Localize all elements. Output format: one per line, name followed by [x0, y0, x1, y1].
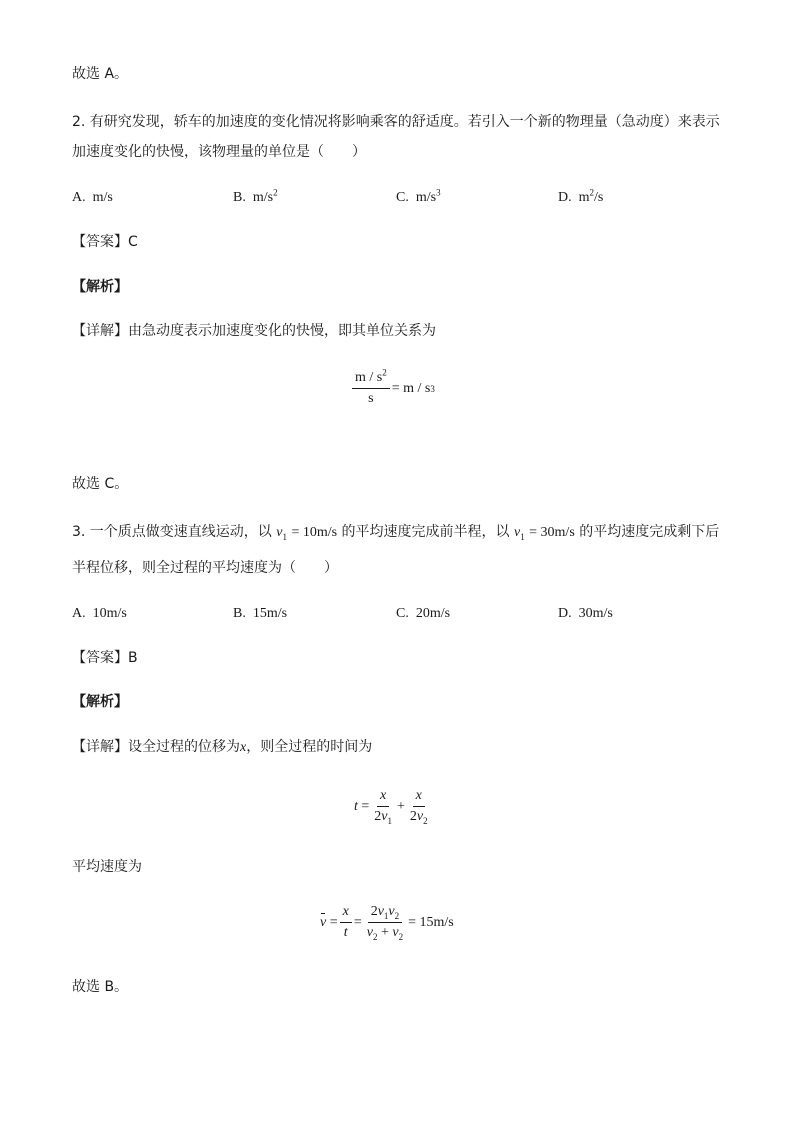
subscript: 2: [372, 931, 378, 942]
detail-text-part: ，则全过程的时间为: [246, 739, 373, 755]
text-line: 故选 A。: [72, 66, 129, 82]
detail-text: [72, 737, 372, 758]
answer-label: 【答案】B: [72, 650, 138, 666]
speed-v1: = 10m/s: [291, 525, 338, 540]
var-v: v: [416, 809, 424, 824]
fraction: [371, 786, 395, 827]
fraction-denominator: [407, 807, 431, 827]
formula-total-time: [354, 786, 433, 827]
option-letter: B.: [233, 606, 246, 621]
var-t: t: [354, 798, 358, 814]
analysis-label: 【解析】: [72, 279, 128, 295]
option-sup: 2: [273, 187, 278, 198]
question-3-line-2: 半程位移，则全过程的平均速度为（ ）: [72, 560, 338, 576]
detail-text-part: 【详解】设全过程的位移为: [72, 739, 240, 755]
option-value: 10m/s: [92, 606, 127, 621]
formula-text: m / s: [355, 370, 383, 385]
option-unit: m/s: [252, 190, 274, 205]
fraction-denominator: s: [368, 391, 374, 406]
coef: 2: [409, 809, 417, 824]
option-letter: C.: [396, 190, 409, 205]
option-sup: 2: [589, 187, 595, 198]
formula-rhs: = m / s: [391, 380, 431, 396]
question-3-line-1: [72, 522, 719, 543]
fraction: [364, 902, 406, 943]
option-d[interactable]: [558, 604, 613, 624]
var-v: v: [377, 904, 384, 919]
option-value: 15m/s: [252, 606, 288, 621]
equals-sign: =: [361, 798, 370, 814]
option-a[interactable]: [72, 604, 127, 624]
option-letter: A.: [72, 606, 86, 621]
fraction-numerator: x: [377, 786, 389, 807]
option-d[interactable]: [558, 188, 603, 208]
question-2-line-2: 加速度变化的快慢，该物理量的单位是（ ）: [72, 144, 366, 160]
plus-sign: +: [397, 798, 405, 814]
option-value: 30m/s: [578, 606, 613, 621]
subscript: 2: [423, 815, 428, 826]
fraction-numerator: x: [340, 902, 352, 923]
option-sup: 3: [436, 187, 441, 198]
formula-unit-relation: $\frac{m / s^2}{s}$ = m / s 3: [350, 368, 435, 409]
option-letter: D.: [558, 606, 572, 621]
fraction: [407, 786, 431, 827]
question-text: 的平均速度完成前半程，以: [341, 524, 510, 540]
subscript: 1: [383, 910, 389, 921]
subscript: 1: [520, 531, 525, 542]
var-x: x: [240, 740, 247, 755]
formula-rhs: = 15m/s: [408, 914, 454, 930]
option-b[interactable]: [233, 188, 278, 208]
coef: 2: [370, 904, 378, 919]
subscript: 2: [398, 931, 404, 942]
fraction-denominator: [371, 807, 395, 827]
analysis-label: 【解析】: [72, 694, 128, 710]
plus-sign: +: [380, 925, 389, 940]
option-letter: D.: [558, 190, 572, 205]
conclusion-text: 故选 B。: [72, 979, 129, 995]
question-text: 的平均速度完成剩下后: [579, 524, 720, 540]
var-v: v: [366, 925, 373, 940]
fraction-denominator: t: [343, 925, 348, 940]
conclusion-text: 故选 C。: [72, 476, 129, 492]
subscript: 1: [387, 815, 393, 826]
equals-sign: =: [329, 914, 338, 930]
coef: 2: [374, 809, 382, 824]
var-v-bar: v: [320, 914, 327, 930]
option-c[interactable]: [396, 188, 441, 208]
option-b[interactable]: [233, 604, 287, 624]
var-v: v: [381, 809, 388, 824]
var-v: v: [276, 525, 283, 540]
equals-sign: =: [353, 914, 362, 930]
answer-label: 【答案】C: [72, 234, 138, 250]
fraction-numerator: x: [413, 786, 425, 807]
detail-text: 【详解】由急动度表示加速度变化的快慢，即其单位关系为: [72, 323, 436, 339]
option-letter: A.: [72, 190, 86, 205]
fraction-numerator: [352, 368, 390, 389]
option-letter: B.: [233, 190, 246, 205]
var-v: v: [388, 904, 395, 919]
average-speed-label: 平均速度为: [72, 859, 142, 875]
option-value: 20m/s: [415, 606, 451, 621]
var-v: v: [392, 925, 399, 940]
fraction-denominator: [364, 923, 406, 943]
question-2-line-1: 2. 有研究发现，轿车的加速度的变化情况将影响乘客的舒适度。若引入一个新的物理量（急动度）来表示: [72, 114, 720, 130]
option-unit: m/s: [92, 190, 113, 205]
subscript: 1: [282, 531, 287, 542]
question-text: 3. 一个质点做变速直线运动，以: [72, 524, 272, 540]
option-unit: m/s: [415, 190, 437, 205]
formula-average-speed: [320, 902, 454, 943]
option-a[interactable]: [72, 188, 113, 208]
option-unit-tail: /s: [594, 190, 604, 205]
var-v: v: [513, 525, 521, 540]
fraction: [340, 902, 352, 943]
speed-v2: = 30m/s: [529, 525, 575, 540]
fraction: [352, 368, 390, 409]
formula-sup: 2: [382, 367, 387, 378]
option-letter: C.: [396, 606, 409, 621]
subscript: 2: [394, 910, 400, 921]
fraction-numerator: [368, 902, 402, 923]
option-unit: m: [578, 190, 590, 205]
option-c[interactable]: [396, 604, 450, 624]
